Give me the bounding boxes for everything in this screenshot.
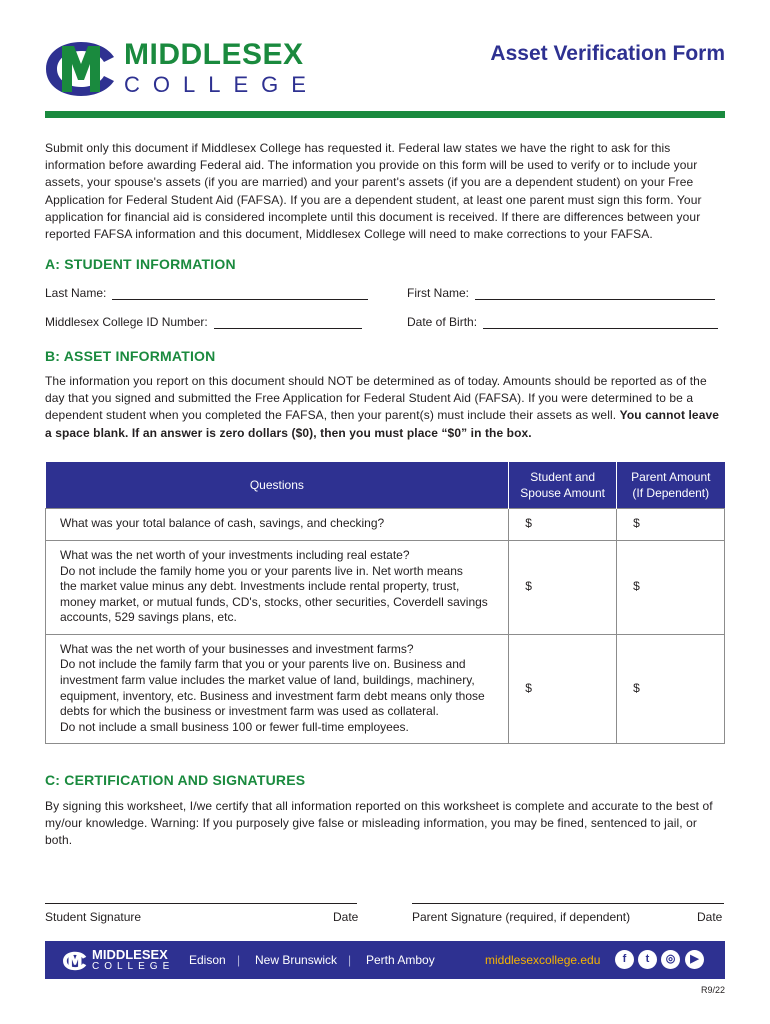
header-divider [45, 111, 725, 118]
college-id-line[interactable] [214, 318, 362, 329]
first-name-line[interactable] [475, 289, 715, 300]
question-detail: money market, or mutual funds, CD's, stocks, other securities, Coverdell savings [60, 594, 488, 609]
date-of-birth-line[interactable] [483, 318, 718, 329]
question-detail: debts for which the business or investment farm was used as collateral. [60, 704, 439, 719]
table-header-row [46, 462, 725, 508]
section-c-title: C: CERTIFICATION AND SIGNATURES [45, 772, 306, 788]
question-detail: Do not include the family farm that you or your parents live on. Business and [60, 657, 466, 672]
footer-separator: | [348, 953, 352, 967]
asset-table [45, 462, 725, 744]
question-detail: accounts, 529 savings plans, etc. [60, 610, 237, 625]
parent-date-label: Date [697, 910, 723, 924]
table-row [46, 508, 725, 540]
question-detail: Do not include the family home you or your parents live in. Net worth means [60, 563, 463, 578]
footer-logo [61, 949, 174, 973]
footer-logo-subtitle: COLLEGE [92, 961, 175, 972]
instagram-icon[interactable]: ◎ [661, 950, 680, 969]
question-title: What was the net worth of your businesses and investment farms? [60, 641, 414, 656]
last-name-line[interactable] [112, 289, 368, 300]
facebook-icon[interactable]: f [615, 950, 634, 969]
section-a-title: A: STUDENT INFORMATION [45, 256, 236, 272]
student-signature-label: Student Signature [45, 910, 142, 924]
section-b-title: B: ASSET INFORMATION [45, 348, 216, 364]
student-amount-input[interactable]: $ [509, 540, 617, 634]
question-cell [46, 508, 509, 540]
logo-subtitle: COLLEGE [124, 72, 319, 97]
mc-monogram-icon [40, 38, 122, 100]
parent-amount-input[interactable]: $ [617, 540, 725, 634]
table-row [46, 634, 725, 743]
asset-info-warning: You cannot leave a space blank. If an answer is zero dollars ($0), then you must place “$0” in the box. [45, 408, 720, 440]
mc-monogram-icon [61, 950, 89, 972]
first-name-field[interactable] [407, 286, 715, 300]
parent-signature-label: Parent Signature (required, if dependent) [412, 910, 631, 924]
question-detail: the market value minus any debt. Investments include rental property, trust, [60, 579, 460, 594]
column-header-student-amount: Student and Spouse Amount [509, 462, 617, 508]
twitter-icon[interactable]: t [638, 950, 657, 969]
footer-logo-name: MIDDLESEX [92, 947, 168, 962]
date-of-birth-label: Date of Birth: [407, 315, 478, 329]
asset-info-paragraph [45, 373, 725, 442]
page-footer [45, 941, 725, 979]
logo-name: MIDDLESEX [124, 38, 304, 71]
certification-paragraph: By signing this worksheet, I/we certify that all information reported on this worksheet is complete and accurate to the best of my/our knowledge. Warning: If you purposely give false or misleading information, you may be fined, sentenced to jail, or both. [45, 799, 713, 848]
question-detail: Do not include a small business 100 or fewer full-time employees. [60, 719, 409, 734]
last-name-field[interactable] [45, 286, 368, 300]
form-title: Asset Verification Form [490, 42, 725, 65]
footer-separator: | [237, 953, 241, 967]
campus-perth-amboy: Perth Amboy [366, 953, 435, 967]
student-amount-input[interactable]: $ [509, 634, 617, 743]
student-date-label: Date [333, 910, 359, 924]
youtube-icon[interactable]: ▶ [685, 950, 704, 969]
last-name-label: Last Name: [45, 286, 107, 300]
parent-amount-input[interactable]: $ [617, 634, 725, 743]
college-logo [40, 38, 319, 100]
first-name-label: First Name: [407, 286, 470, 300]
asset-info-text: The information you report on this document should NOT be determined as of today. Amounts should be reported as of the day that you signed and submitted the Free Application for Federal Student Aid (FAFSA). If you were determined to be a dependent student when you completed the FAFSA, then your parent(s) must include their assets as well. [45, 374, 707, 423]
college-id-field[interactable] [45, 315, 362, 329]
campus-new-brunswick: New Brunswick [255, 953, 338, 967]
question-cell [46, 540, 509, 634]
page-header [0, 0, 770, 120]
column-header-questions: Questions [46, 462, 509, 508]
student-amount-input[interactable]: $ [509, 508, 617, 540]
column-header-parent-amount: Parent Amount (If Dependent) [617, 462, 725, 508]
question-title: What was your total balance of cash, savings, and checking? [60, 516, 385, 531]
question-title: What was the net worth of your investments including real estate? [60, 548, 410, 563]
website-link[interactable]: middlesexcollege.edu [485, 953, 601, 967]
table-row [46, 540, 725, 634]
revision-code: R9/22 [700, 985, 725, 995]
college-id-label: Middlesex College ID Number: [45, 315, 208, 329]
question-cell [46, 634, 509, 743]
intro-paragraph: Submit only this document if Middlesex College has requested it. Federal law states we have the right to ask for this information before awarding Federal aid. The information you provide on this form will be used to verify or to include your assets, your spouse's assets (if you are married) and your parent's assets (if you are a dependent student) on your Free Application for Federal Student Aid (FAFSA). If you are a dependent student, at least one parent must sign this form. Your application for financial aid is considered incomplete until this document is received. If there are differences between your reported FAFSA information and this document, Middlesex College will need to make corrections to your FAFSA. [45, 141, 702, 242]
campus-edison: Edison [189, 953, 226, 967]
parent-signature-line[interactable] [412, 903, 724, 904]
parent-amount-input[interactable]: $ [617, 508, 725, 540]
student-signature-line[interactable] [45, 903, 357, 904]
question-detail: equipment, inventory, etc. Business and investment farm debt means only those [60, 688, 485, 703]
date-of-birth-field[interactable] [407, 315, 718, 329]
question-detail: investment farm value includes the market value of land, buildings, machinery, [60, 672, 475, 687]
